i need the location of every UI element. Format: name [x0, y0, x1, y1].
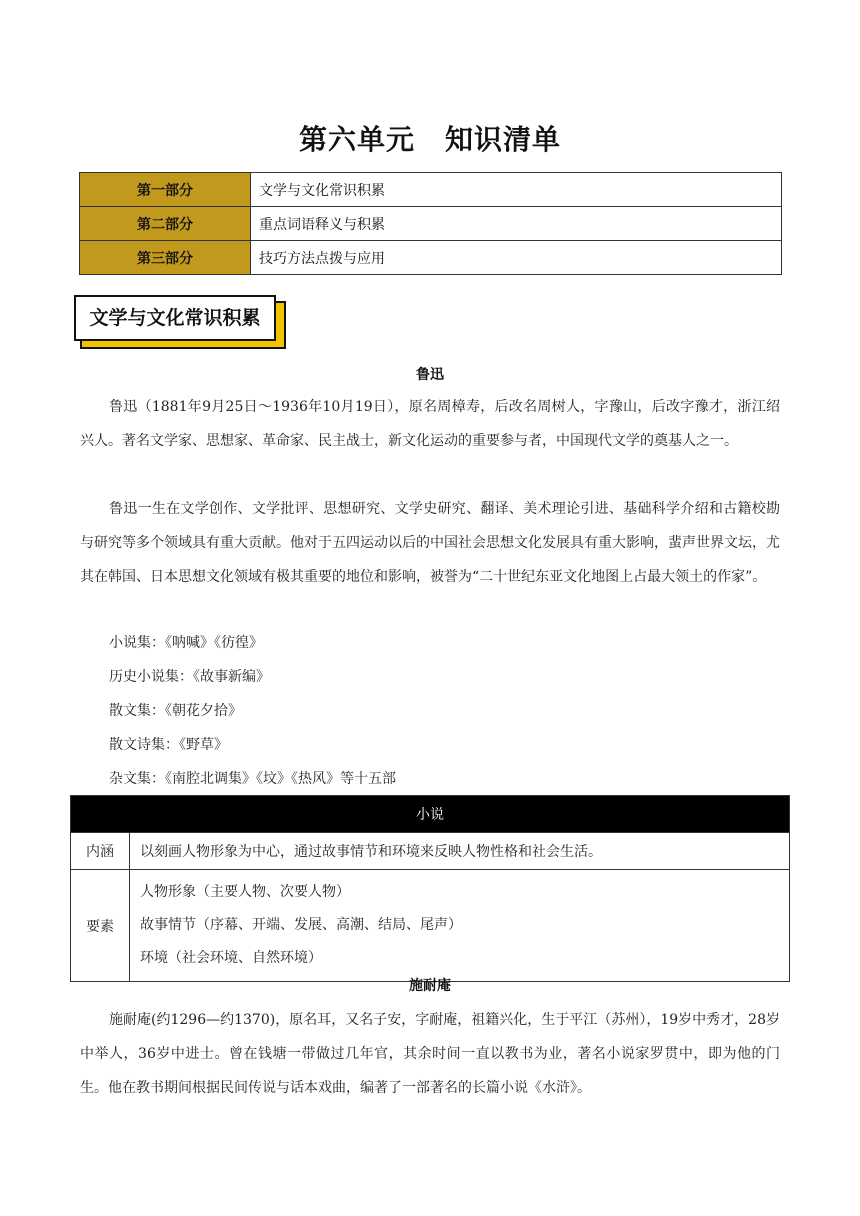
- works-line: 散文诗集：《野草》: [109, 737, 228, 753]
- parts-row: [80, 241, 782, 275]
- parts-row: [80, 173, 782, 207]
- shinaian-heading: 施耐庵: [409, 978, 451, 994]
- novel-table: [70, 795, 790, 982]
- page-title-part1: 第六单元: [298, 123, 415, 156]
- works-line: 散文集：《朝花夕拾》: [109, 703, 242, 719]
- row-text: 环境（社会环境、自然环境）: [140, 950, 322, 966]
- row-text: 人物形象（主要人物、次要人物）: [140, 884, 350, 900]
- works-line: 历史小说集：《故事新编》: [109, 669, 270, 685]
- part-label: 第二部分: [80, 207, 251, 241]
- part-value: 文学与文化常识积累: [251, 173, 782, 207]
- table-row: [71, 870, 790, 982]
- part-label: 第三部分: [80, 241, 251, 275]
- row-key: 内涵: [71, 833, 130, 870]
- luxun-heading: 鲁迅: [416, 367, 444, 383]
- works-line: 小说集：《呐喊》《彷徨》: [109, 635, 263, 651]
- page-title-part2: 知识清单: [445, 123, 562, 156]
- luxun-paragraph-1: 鲁迅（1881年9月25日～1936年10月19日），原名周樟寿，后改名周树人，字豫山，后改字豫才，浙江绍兴人。著名文学家、思想家、革命家、民主战士，新文化运动的重要参与者，中国现代文学的奠基人之一。: [80, 399, 780, 449]
- row-text: 故事情节（序幕、开端、发展、高潮、结局、尾声）: [140, 917, 462, 933]
- row-text-list: [130, 870, 790, 982]
- luxun-paragraph-2: 鲁迅一生在文学创作、文学批评、思想研究、文学史研究、翻译、美术理论引进、基础科学介绍和古籍校勘与研究等多个领域具有重大贡献。他对于五四运动以后的中国社会思想文化发展具有重大影响，蜚声世界文坛，尤其在韩国、日本思想文化领域有极其重要的地位和影响，被誉为“二十世纪东亚文化地图上占最大领土的作家”。: [80, 501, 780, 585]
- novel-header-row: [71, 796, 790, 833]
- shinaian-paragraph: 施耐庵(约1296—约1370)，原名耳，又名子安，字耐庵，祖籍兴化，生于平江（苏州），19岁中秀才，28岁中举人，36岁中进士。曾在钱塘一带做过几年官，其余时间一直以教书为业，著名小说家罗贯中，即为他的门生。他在教书期间根据民间传说与话本戏曲，编著了一部著名的长篇小说《水浒》。: [80, 1012, 780, 1096]
- part-value: 重点词语释义与积累: [251, 207, 782, 241]
- novel-header: 小说: [71, 796, 790, 833]
- table-row: [71, 833, 790, 870]
- page-title: [0, 118, 860, 158]
- section-badge: [74, 295, 284, 347]
- section-badge-label: 文学与文化常识积累: [74, 295, 276, 341]
- part-value: 技巧方法点拨与应用: [251, 241, 782, 275]
- row-key: 要素: [71, 870, 130, 982]
- part-label: 第一部分: [80, 173, 251, 207]
- parts-table: [79, 172, 782, 275]
- row-text: 以刻画人物形象为中心，通过故事情节和环境来反映人物性格和社会生活。: [130, 833, 790, 870]
- works-line: 杂文集：《南腔北调集》《坟》《热风》等十五部: [109, 771, 396, 787]
- parts-row: [80, 207, 782, 241]
